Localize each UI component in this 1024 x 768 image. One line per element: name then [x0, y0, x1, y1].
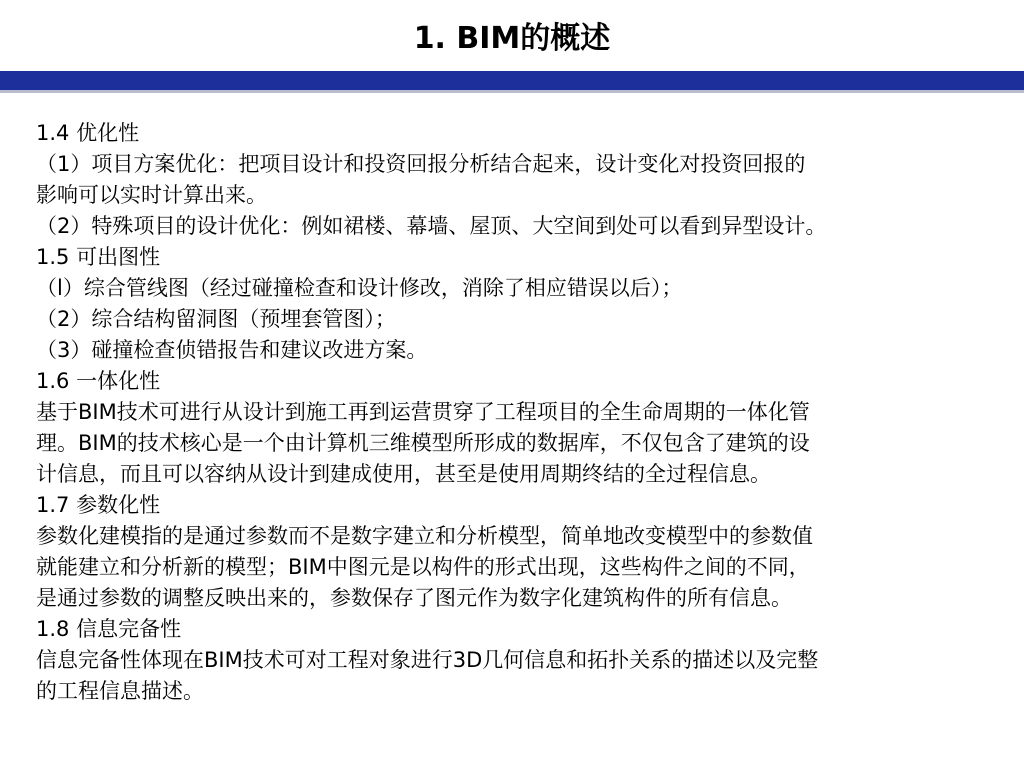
body-line: 信息完备性体现在BIM技术可对工程对象进行3D几何信息和拓扑关系的描述以及完整 — [36, 648, 819, 672]
section-heading-1-4: 1.4 优化性 — [36, 121, 140, 145]
title-divider-bar — [0, 71, 1024, 90]
body-line: （l）综合管线图（经过碰撞检查和设计修改，消除了相应错误以后）； — [36, 276, 683, 300]
body-line: 理。BIM的技术核心是一个由计算机三维模型所形成的数据库，不仅包含了建筑的设 — [36, 431, 810, 455]
slide-body — [36, 118, 996, 707]
body-line: （1）项目方案优化：把项目设计和投资回报分析结合起来，设计变化对投资回报的 — [36, 152, 806, 176]
section-heading-1-5: 1.5 可出图性 — [36, 245, 161, 269]
slide-title: 1. BIM的概述 — [413, 21, 611, 56]
section-heading-1-8: 1.8 信息完备性 — [36, 617, 182, 641]
body-line: （2）综合结构留洞图（预埋套管图）； — [36, 307, 396, 331]
body-line: 的工程信息描述。 — [36, 679, 204, 703]
section-heading-1-6: 1.6 一体化性 — [36, 369, 161, 393]
body-line: 就能建立和分析新的模型；BIM中图元是以构件的形式出现，这些构件之间的不同， — [36, 555, 810, 579]
body-line: 参数化建模指的是通过参数而不是数字建立和分析模型，简单地改变模型中的参数值 — [36, 524, 813, 548]
body-line: 是通过参数的调整反映出来的，参数保存了图元作为数字化建筑构件的所有信息。 — [36, 586, 792, 610]
section-heading-1-7: 1.7 参数化性 — [36, 493, 161, 517]
body-line: （2）特殊项目的设计优化：例如裙楼、幕墙、屋顶、大空间到处可以看到异型设计。 — [36, 214, 827, 238]
body-line: （3）碰撞检查侦错报告和建议改进方案。 — [36, 338, 428, 362]
body-line: 计信息，而且可以容纳从设计到建成使用，甚至是使用周期终结的全过程信息。 — [36, 462, 771, 486]
title-divider-shadow — [0, 90, 1024, 93]
body-line: 基于BIM技术可进行从设计到施工再到运营贯穿了工程项目的全生命周期的一体化管 — [36, 400, 810, 424]
body-line: 影响可以实时计算出来。 — [36, 183, 267, 207]
